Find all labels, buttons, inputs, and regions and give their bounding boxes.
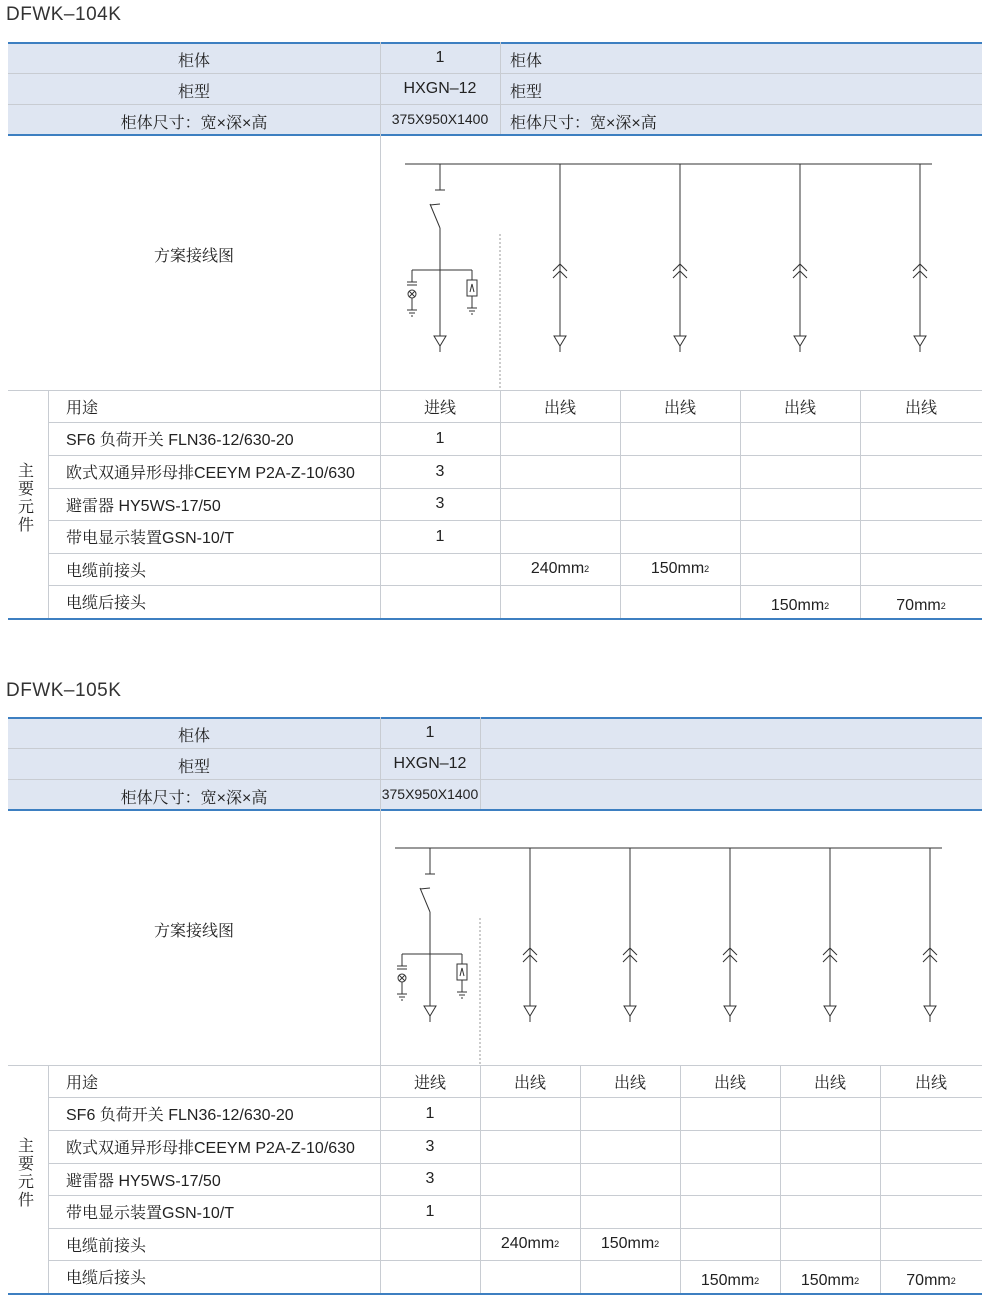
section-2-row-5-col-2-text: 240mm — [500, 1235, 555, 1252]
section-2-incoming-feeder-arrester-ground — [457, 992, 467, 998]
section-2-row-1-name — [66, 1097, 376, 1130]
section-2-row-6-col-6-sup: 2 — [950, 1275, 956, 1286]
section-2-header-row2-value-text: HXGN–12 — [393, 754, 467, 772]
section-1-row-5-col-2-text: 240mm — [530, 560, 585, 577]
section-2-row-1-col-1 — [380, 1097, 480, 1130]
section-2-row-6-col-5-text: 150mm — [800, 1271, 855, 1289]
section-2-row-5-name-text: 电缆前接头 — [66, 1237, 147, 1255]
section-2-outgoing-feeder-2-cable-end — [624, 1006, 636, 1016]
section-2-col-header-2 — [480, 1065, 580, 1097]
section-1-title: DFWK–104K — [6, 4, 122, 25]
section-2-row-4-name-text: 带电显示装置GSN-10/T — [66, 1205, 235, 1222]
section-2-row-2-col-1-text: 3 — [425, 1137, 435, 1155]
section-2-col-header-purpose-text: 用途 — [66, 1074, 99, 1092]
section-2-row-6-col-5-sup: 2 — [854, 1275, 860, 1286]
section-1-col-header-purpose-text: 用途 — [66, 399, 99, 417]
section-2-row-6-name — [66, 1260, 376, 1293]
section-1-col-header-4-text: 出线 — [783, 399, 816, 417]
section-1-row-1-col-1-text: 1 — [435, 429, 445, 447]
section-2-col-header-4 — [680, 1065, 780, 1097]
section-2-outgoing-feeder-3-cable-end — [724, 1006, 736, 1016]
section-2-row-1-col-1-text: 1 — [425, 1104, 435, 1122]
section-1-row-5-col-3-text: 150mm — [650, 560, 705, 577]
section-2-col-header-3 — [580, 1065, 680, 1097]
section-2-outgoing-feeder-5-cable-end — [924, 1006, 936, 1016]
section-1-header-row3-extra-text: 柜体尺寸：宽×深×高 — [510, 114, 657, 132]
section-1-row-6-name-text: 电缆后接头 — [66, 595, 147, 612]
section-1-row-2-col-1-text: 3 — [435, 462, 445, 480]
section-2-row-4-col-1-text: 1 — [425, 1202, 435, 1220]
section-2-row-4-name — [66, 1195, 376, 1228]
section-1-row-5-col-3-sup: 2 — [704, 564, 710, 574]
section-1-header-row1-label-text: 柜体 — [177, 53, 210, 70]
section-2-col-divider-5 — [780, 1065, 781, 1293]
section-1-row-4-col-1-text: 1 — [435, 527, 445, 545]
section-1-header-row1-value-text: 1 — [435, 48, 445, 66]
section-2-row-5-col-3 — [580, 1228, 680, 1260]
section-1-row-5-name-text: 电缆前接头 — [66, 562, 147, 580]
section-2-row-3-name-text: 避雷器 HY5WS-17/50 — [66, 1172, 221, 1190]
section-2-col-divider-6 — [880, 1065, 881, 1293]
section-1-col-header-1-text: 进线 — [423, 399, 456, 417]
section-2-header-row2-label-text: 柜型 — [177, 759, 210, 776]
section-1-row-3-name-text: 避雷器 HY5WS-17/50 — [66, 497, 221, 515]
section-2-row-5-col-3-text: 150mm — [600, 1235, 655, 1252]
section-2-row-6-name-text: 电缆后接头 — [66, 1270, 147, 1287]
section-2-row-6-col-4 — [680, 1264, 780, 1297]
section-2-row-5-name — [66, 1228, 376, 1260]
section-2-row-6-col-6-text: 70mm — [906, 1271, 951, 1289]
section-1-col-header-2-text: 出线 — [543, 399, 576, 417]
section-1-row-3-col-1-text: 3 — [435, 495, 445, 512]
section-1-header-row2-value-text: HXGN–12 — [403, 79, 477, 97]
section-2-row-6-col-4-sup: 2 — [754, 1275, 760, 1286]
section-2-row-3-col-1 — [380, 1163, 480, 1195]
section-1-row-6-col-5-sup: 2 — [940, 600, 946, 611]
section-2-col-header-6-text: 出线 — [914, 1074, 947, 1092]
section-2-side-divider — [48, 1065, 49, 1293]
section-2-incoming-feeder-indicator-ground — [397, 994, 407, 1000]
section-2-outgoing-feeder-4-cable-end — [824, 1006, 836, 1016]
section-2-col-header-2-text: 出线 — [513, 1074, 546, 1092]
section-2-row-2-col-1 — [380, 1130, 480, 1163]
section-2-header-row1-value-text: 1 — [425, 723, 435, 741]
section-2-header-row3-value-text: 375X950X1400 — [381, 786, 479, 802]
section-2-row-1-name-text: SF6 负荷开关 FLN36-12/630-20 — [66, 1107, 294, 1124]
section-2-title: DFWK–105K — [6, 680, 122, 701]
section-2-incoming-feeder-arrester-body — [457, 964, 467, 980]
section-1-diagram-label-text: 方案接线图 — [153, 247, 234, 265]
section-2-row-2-name-text: 欧式双通异形母排CEEYM P2A-Z-10/630 — [66, 1140, 355, 1157]
section-1-header-row2-extra-text: 柜型 — [510, 84, 543, 101]
section-2-col-header-5 — [780, 1065, 880, 1097]
section-1-side-label: 主要元件 — [17, 463, 34, 534]
section-2-col-header-purpose — [66, 1065, 366, 1097]
section-2-incoming-feeder-capacitor — [397, 966, 407, 969]
section-2-header-row1-label-text: 柜体 — [177, 728, 210, 745]
section-1-header-row3-label-text: 柜体尺寸：宽×深×高 — [120, 114, 268, 132]
section-2-row-5-col-2 — [480, 1228, 580, 1260]
section-2-col-divider-4 — [680, 1065, 681, 1293]
section-2-row-6-col-6 — [880, 1264, 982, 1297]
section-2-incoming-feeder-switch-stub — [420, 888, 430, 889]
section-1-row-6-col-4-sup: 2 — [824, 600, 830, 611]
section-2-row-5-col-2-sup: 2 — [554, 1239, 560, 1249]
section-2-row-2-name — [66, 1130, 376, 1163]
section-2-col-header-6 — [880, 1065, 982, 1097]
section-1-col-header-3-text: 出线 — [663, 399, 696, 417]
section-1-header-row2-label-text: 柜型 — [177, 84, 210, 101]
section-2-row-6-col-5 — [780, 1264, 880, 1297]
section-2-row-6-col-4-text: 150mm — [700, 1271, 755, 1289]
section-2-incoming-feeder-switch-blade — [420, 888, 430, 912]
section-2-col-header-1-text: 进线 — [413, 1074, 446, 1092]
section-1-header-row1-extra-text: 柜体 — [510, 53, 543, 70]
section-2-row-4-col-1 — [380, 1195, 480, 1228]
section-1-row-2-name-text: 欧式双通异形母排CEEYM P2A-Z-10/630 — [66, 465, 355, 482]
section-2-col-header-5-text: 出线 — [813, 1074, 846, 1092]
section-2-incoming-feeder-cable-end — [424, 1006, 436, 1016]
section-2-header-row3-label-text: 柜体尺寸：宽×深×高 — [120, 789, 268, 807]
section-2-col-header-1 — [380, 1065, 480, 1097]
section-1-col-header-5-text: 出线 — [904, 399, 937, 417]
section-2-row-5-col-3-sup: 2 — [654, 1239, 660, 1249]
section-1-row-5-col-2-sup: 2 — [584, 564, 590, 574]
section-1-row-6-col-4-text: 150mm — [770, 596, 825, 614]
section-2-col-header-3-text: 出线 — [613, 1074, 646, 1092]
section-2-row-3-col-1-text: 3 — [425, 1170, 435, 1187]
section-2-diagram-label-text: 方案接线图 — [153, 922, 234, 940]
section-1-row-4-name-text: 带电显示装置GSN-10/T — [66, 530, 235, 547]
section-2-outgoing-feeder-1-cable-end — [524, 1006, 536, 1016]
section-2-incoming-feeder-arrester-arrow — [460, 968, 464, 976]
section-2-side-label: 主要元件 — [17, 1138, 34, 1209]
section-2-row-3-name — [66, 1163, 376, 1195]
section-1-row-6-col-5-text: 70mm — [896, 596, 941, 614]
section-1-header-row3-value-text: 375X950X1400 — [391, 111, 489, 127]
section-1-row-1-name-text: SF6 负荷开关 FLN36-12/630-20 — [66, 432, 294, 449]
section-2-incoming-feeder-indicator-cross — [399, 975, 405, 981]
section-2-col-header-4-text: 出线 — [713, 1074, 746, 1092]
